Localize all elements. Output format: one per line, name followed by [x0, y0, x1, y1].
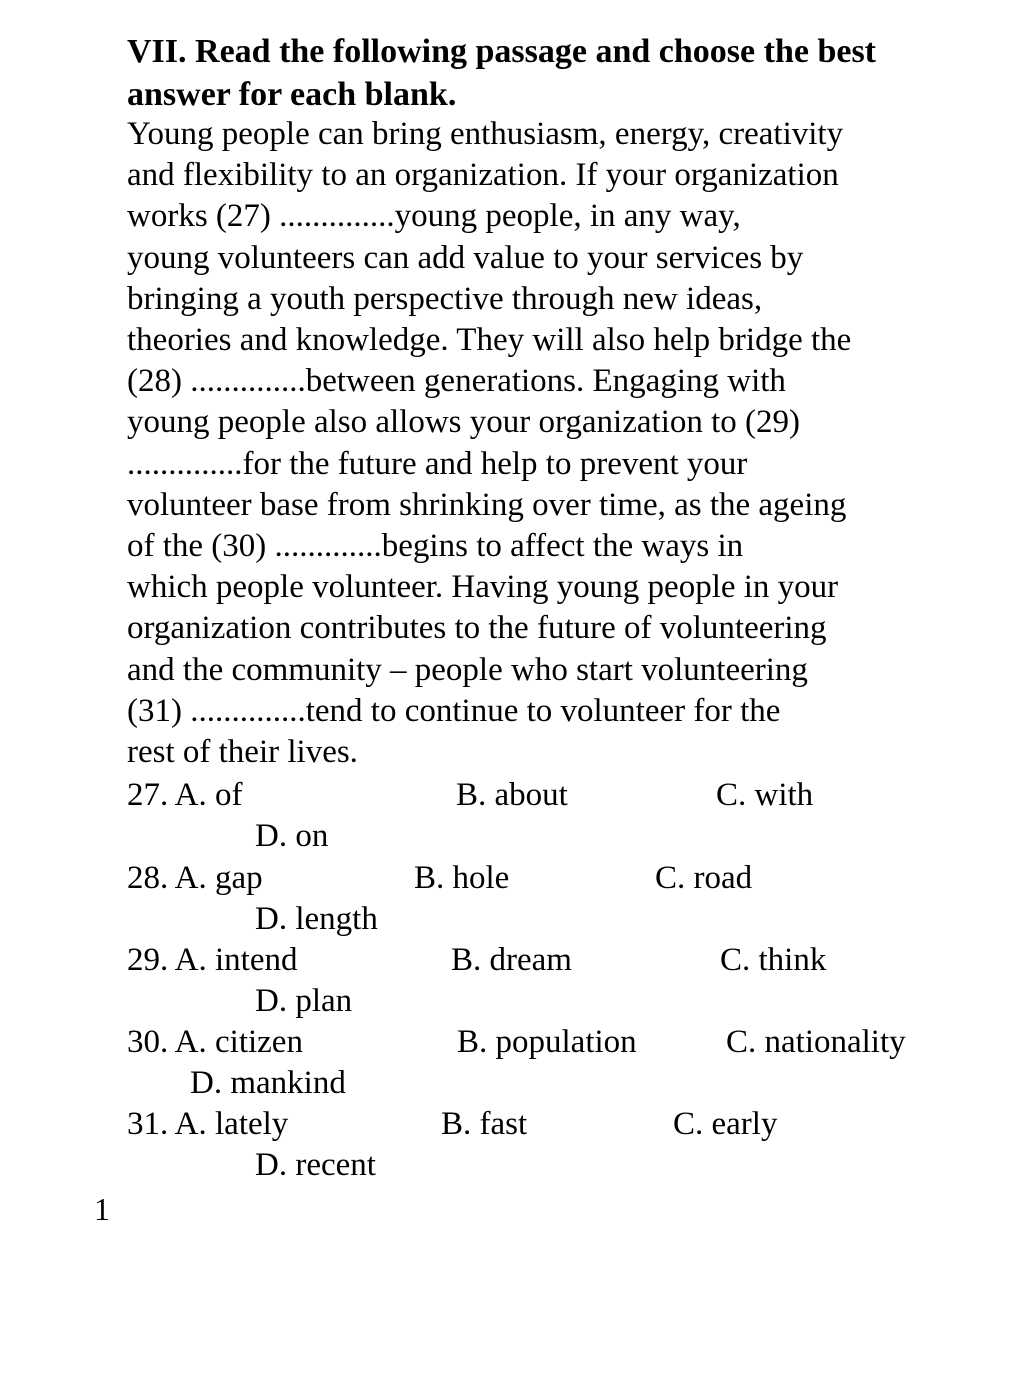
heading-line: answer for each blank.: [127, 76, 457, 113]
reading-passage: [127, 114, 987, 773]
passage-line: of the (30) .............begins to affect the ways in: [127, 528, 744, 565]
passage-line: ..............for the future and help to prevent your: [127, 445, 748, 482]
option-d: D. recent: [255, 1147, 376, 1183]
option-d: D. length: [255, 901, 378, 937]
option-a: 30. A. citizen: [127, 1024, 303, 1060]
option-b: B. fast: [441, 1106, 528, 1142]
passage-line: and flexibility to an organization. If your organization: [127, 157, 839, 194]
passage-line: young people also allows your organization to (29): [127, 404, 801, 441]
option-d: D. on: [255, 818, 329, 854]
option-c: C. early: [673, 1106, 778, 1142]
option-d: D. mankind: [190, 1065, 346, 1101]
option-b: B. about: [456, 777, 568, 813]
page-number: 1: [94, 1191, 110, 1227]
passage-line: young volunteers can add value to your services by: [127, 239, 804, 276]
passage-line: rest of their lives.: [127, 734, 358, 771]
option-a: 29. A. intend: [127, 942, 298, 978]
passage-line: organization contributes to the future of volunteering: [127, 610, 827, 647]
passage-line: works (27) ..............young people, in any way,: [127, 198, 741, 235]
option-c: C. with: [716, 777, 814, 813]
heading-line: VII. Read the following passage and choose the best: [127, 33, 876, 70]
passage-line: (31) ..............tend to continue to volunteer for the: [127, 692, 781, 729]
passage-line: and the community – people who start volunteering: [127, 651, 808, 688]
passage-line: bringing a youth perspective through new ideas,: [127, 280, 763, 317]
option-c: C. road: [655, 860, 753, 896]
option-d: D. plan: [255, 983, 353, 1019]
section-heading: [127, 30, 987, 116]
passage-line: (28) ..............between generations. Engaging with: [127, 363, 786, 400]
option-a: 27. A. of: [127, 777, 243, 813]
passage-line: volunteer base from shrinking over time, as the ageing: [127, 486, 847, 523]
option-b: B. hole: [414, 860, 510, 896]
passage-line: which people volunteer. Having young people in your: [127, 569, 839, 606]
option-c: C. think: [720, 942, 827, 978]
option-b: B. dream: [451, 942, 572, 978]
option-a: 31. A. lately: [127, 1106, 289, 1142]
passage-line: theories and knowledge. They will also help bridge the: [127, 322, 852, 359]
passage-line: Young people can bring enthusiasm, energy, creativity: [127, 116, 844, 152]
option-c: C. nationality: [726, 1024, 906, 1060]
option-b: B. population: [457, 1024, 637, 1060]
option-a: 28. A. gap: [127, 860, 263, 896]
